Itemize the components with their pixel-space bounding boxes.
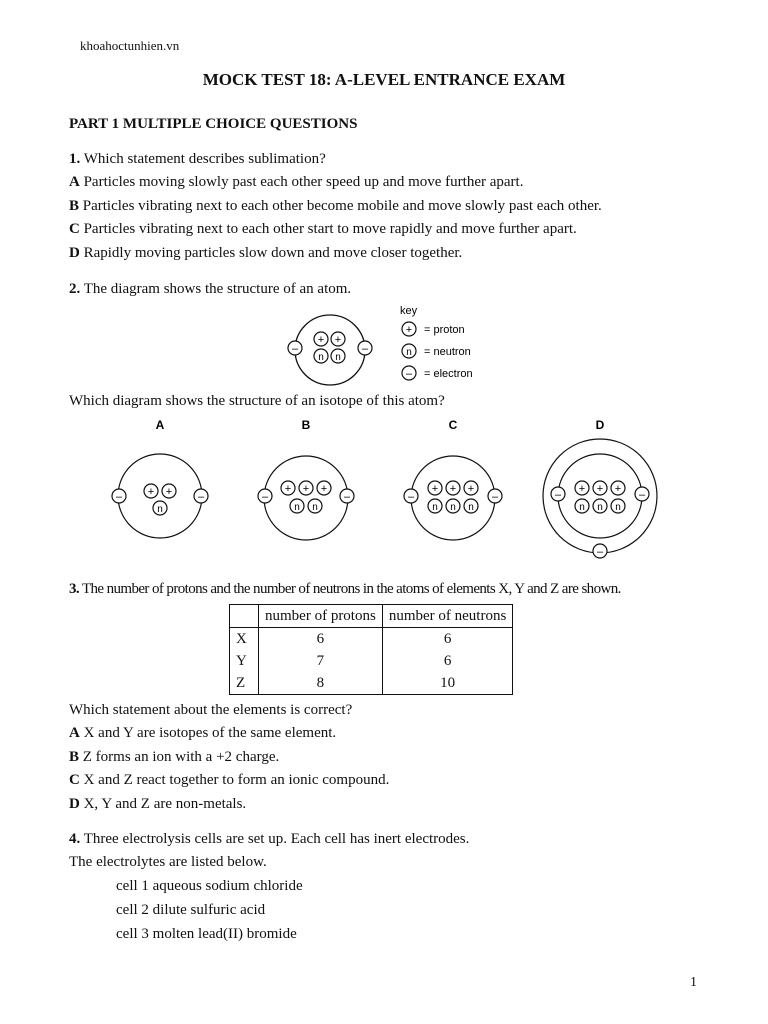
q4-cell-3: cell 3 molten lead(II) bromide	[116, 926, 297, 942]
option-text: Particles vibrating next to each other become mobile and move slowly past each other.	[79, 198, 602, 214]
svg-text:+: +	[405, 324, 413, 336]
atom-option-a	[112, 454, 208, 538]
cell-neutrons: 6	[382, 628, 512, 651]
option-a-label: A	[155, 418, 165, 432]
page-number: 1	[690, 975, 697, 990]
option-letter: D	[69, 245, 80, 261]
key-title: key	[400, 305, 418, 317]
cell-neutrons: 10	[382, 672, 512, 695]
option-text: Particles vibrating next to each other start to move rapidly and move further apart.	[79, 221, 577, 237]
q4-cell-1: cell 1 aqueous sodium chloride	[116, 878, 303, 894]
cell-protons: 7	[259, 650, 383, 672]
q3-text: The number of protons and the number of neutrons in the atoms of elements X, Y and Z are shown.	[79, 581, 621, 597]
svg-text:+: +	[334, 334, 342, 346]
option-text: Z forms an ion with a +2 charge.	[79, 749, 280, 765]
table-header	[230, 605, 513, 628]
q2-number: 2.	[69, 281, 81, 297]
q4-line2: The electrolytes are listed below.	[69, 854, 267, 870]
svg-text:–: –	[407, 491, 415, 503]
svg-text:–: –	[596, 546, 604, 558]
elements-table	[229, 604, 513, 695]
svg-text:–: –	[405, 368, 413, 380]
svg-text:+: +	[449, 483, 457, 495]
page-title: MOCK TEST 18: A-LEVEL ENTRANCE EXAM	[202, 70, 566, 89]
svg-text:n: n	[597, 502, 603, 513]
option-letter: B	[69, 198, 80, 214]
atom-option-b	[258, 456, 354, 540]
key-electron: = electron	[424, 368, 473, 380]
header-element	[230, 605, 259, 628]
svg-text:+: +	[165, 486, 173, 498]
svg-text:–: –	[343, 491, 351, 503]
q3-question: Which statement about the elements is correct?	[69, 702, 353, 718]
option-letter: D	[69, 796, 80, 812]
cell-element: Y	[230, 650, 259, 672]
q2-question: Which diagram shows the structure of an isotope of this atom?	[69, 393, 445, 409]
main-atom	[288, 315, 372, 385]
atom-option-c	[404, 456, 502, 540]
option-text: X and Z react together to form an ionic compound.	[79, 772, 390, 788]
table-row	[230, 628, 513, 651]
key-neutron: = neutron	[424, 346, 471, 358]
q3-option-a	[69, 725, 336, 742]
svg-text:n: n	[579, 502, 585, 513]
q4-cell-2: cell 2 dilute sulfuric acid	[116, 902, 266, 918]
svg-text:–: –	[291, 343, 299, 355]
svg-text:n: n	[406, 347, 412, 358]
q4-number: 4.	[69, 831, 81, 847]
svg-text:–: –	[491, 491, 499, 503]
q4-text: Three electrolysis cells are set up. Each cell has inert electrodes.	[80, 831, 470, 847]
svg-text:n: n	[312, 502, 318, 513]
option-text: Particles moving slowly past each other speed up and move further apart.	[79, 174, 524, 190]
header-neutrons: number of neutrons	[382, 605, 512, 628]
q1-option-d	[69, 245, 462, 262]
svg-text:n: n	[318, 352, 324, 363]
svg-text:–: –	[197, 491, 205, 503]
svg-text:n: n	[157, 504, 163, 515]
header-protons: number of protons	[259, 605, 383, 628]
cell-protons: 6	[259, 628, 383, 651]
option-letter: A	[69, 725, 80, 741]
option-d-label: D	[595, 418, 605, 432]
atom-diagram	[280, 300, 500, 390]
q3-option-c	[69, 772, 389, 789]
svg-text:+: +	[317, 334, 325, 346]
option-text: X, Y and Z are non-metals.	[79, 796, 247, 812]
q4-stem	[69, 831, 469, 848]
q1-option-c	[69, 221, 577, 238]
cell-element: X	[230, 628, 259, 651]
isotope-options	[100, 414, 670, 564]
svg-text:–: –	[638, 489, 646, 501]
site-name: khoahoctunhien.vn	[80, 38, 180, 53]
q1-text: Which statement describes sublimation?	[80, 151, 326, 167]
q2-stem	[69, 281, 351, 298]
option-letter: B	[69, 749, 80, 765]
svg-text:+: +	[320, 483, 328, 495]
svg-text:+: +	[147, 486, 155, 498]
table-row	[230, 650, 513, 672]
svg-text:n: n	[450, 502, 456, 513]
option-text: X and Y are isotopes of the same element.	[79, 725, 337, 741]
svg-text:–: –	[115, 491, 123, 503]
cell-protons: 8	[259, 672, 383, 695]
cell-neutrons: 6	[382, 650, 512, 672]
key-proton: = proton	[424, 324, 465, 336]
option-letter: C	[69, 221, 80, 237]
svg-text:+: +	[431, 483, 439, 495]
q3-option-b	[69, 749, 279, 766]
option-text: Rapidly moving particles slow down and move closer together.	[79, 245, 463, 261]
svg-text:n: n	[468, 502, 474, 513]
q1-option-a	[69, 174, 523, 191]
svg-text:+: +	[284, 483, 292, 495]
q2-text: The diagram shows the structure of an atom.	[80, 281, 352, 297]
q1-option-b	[69, 198, 602, 215]
svg-text:–: –	[361, 343, 369, 355]
svg-text:+: +	[578, 483, 586, 495]
svg-text:+: +	[467, 483, 475, 495]
option-b-label: B	[301, 418, 311, 432]
part-heading: PART 1 MULTIPLE CHOICE QUESTIONS	[69, 116, 358, 132]
svg-text:n: n	[294, 502, 300, 513]
option-letter: A	[69, 174, 80, 190]
q1-stem	[69, 151, 326, 168]
q3-stem	[69, 581, 621, 598]
q3-option-d	[69, 796, 246, 813]
svg-text:n: n	[432, 502, 438, 513]
q1-number: 1.	[69, 151, 81, 167]
cell-element: Z	[230, 672, 259, 695]
option-c-label: C	[448, 418, 458, 432]
q3-number: 3.	[69, 581, 80, 597]
svg-text:+: +	[596, 483, 604, 495]
svg-text:–: –	[554, 489, 562, 501]
svg-text:+: +	[302, 483, 310, 495]
table-row	[230, 672, 513, 695]
option-letter: C	[69, 772, 80, 788]
svg-text:n: n	[615, 502, 621, 513]
svg-text:–: –	[261, 491, 269, 503]
svg-text:+: +	[614, 483, 622, 495]
svg-text:n: n	[335, 352, 341, 363]
diagram-key	[400, 305, 473, 380]
